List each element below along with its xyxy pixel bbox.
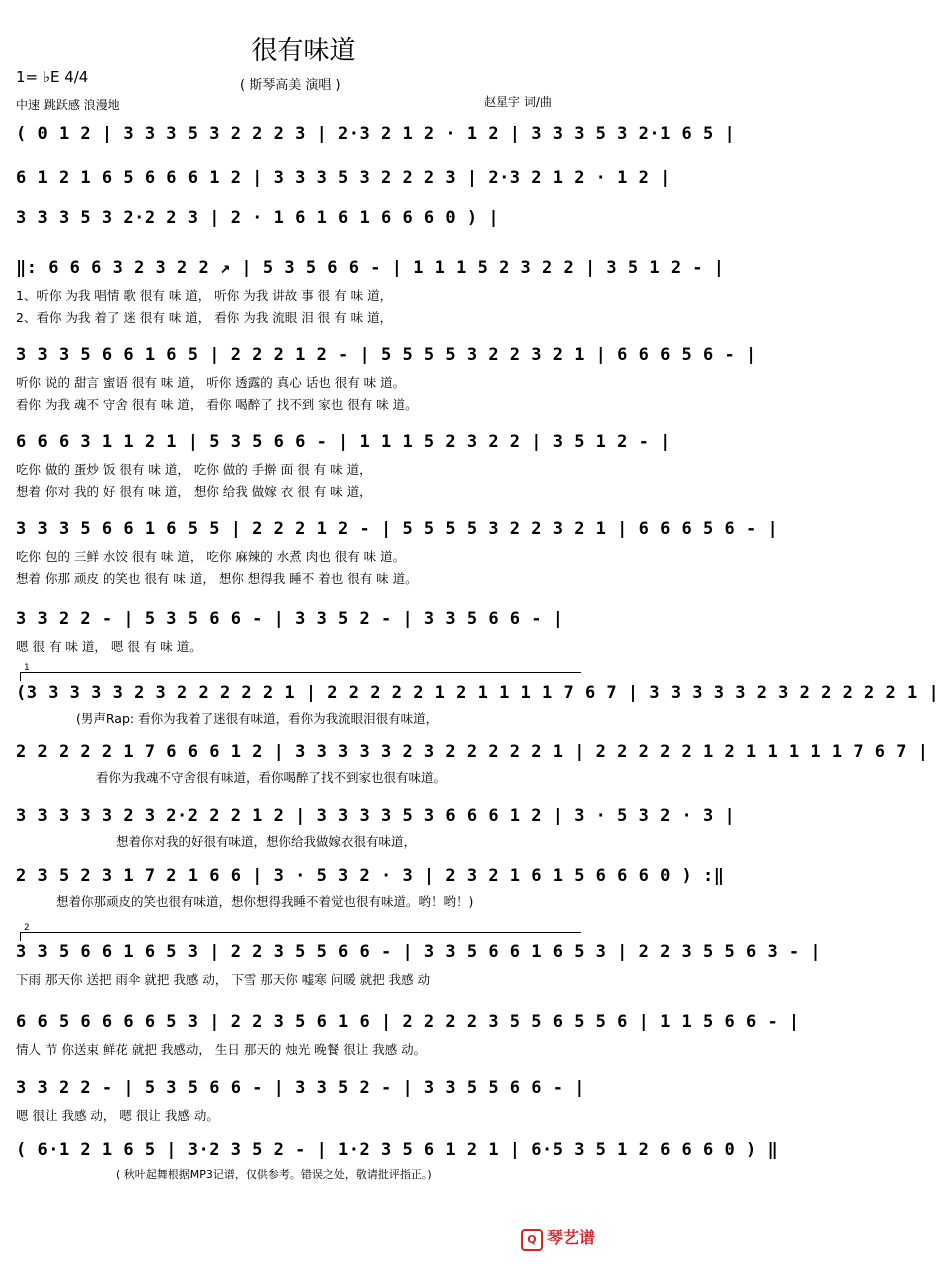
score-system [16,683,939,727]
notation-line: 2 2 2 2 2 1 7 6 6 6 1 2 | 3 3 3 3 3 2 3 2 2 2 2 2 1 | 2 2 2 2 2 1 2 1 1 1 1 1 7 6 7 | [16,742,929,762]
notation-line: 3 3 5 6 6 1 6 5 3 | 2 2 3 5 5 6 6 - | 3 3 5 6 6 1 6 5 3 | 2 2 3 5 5 6 3 - | [16,942,822,962]
notation-line: ‖: 6 6 6 3 2 3 2 2 ↗ | 5 3 5 6 6 - | 1 1 1 5 2 3 2 2 | 3 5 1 2 - | [16,258,725,278]
volta-number: 1 [24,663,30,673]
lyric-line: 想着 你那 顽皮 的笑也 很有 味 道， 想你 想得我 睡不 着也 很有 味 道。 [16,571,418,586]
notation-line: (3 3 3 3 3 2 3 2 2 2 2 2 1 | 2 2 2 2 2 1 2 1 1 1 1 7 6 7 | 3 3 3 3 3 2 3 2 2 2 2 2 1 | [16,683,939,703]
rap-line: (男声Rap: 看你为我着了迷很有味道，看你为我流眼泪很有味道， [76,711,439,726]
lyric-line: 1、听你 为我 唱情 歌 很有 味 道， 听你 为我 讲故 事 很 有 味 道， [16,288,393,303]
rap-line: 看你为我魂不守舍很有味道，看你喝醉了找不到家也很有味道。 [96,770,447,785]
lyric-line: 下雨 那天你 送把 雨伞 就把 我感 动， 下雪 那天你 嘘寒 问暖 就把 我感 动 [16,972,431,987]
score-system [16,519,779,587]
lyric-line: 情人 节 你送束 鲜花 就把 我感动， 生日 那天的 烛光 晚餐 很让 我感 动。 [16,1042,427,1057]
lyric-line: 嗯 很让 我感 动， 嗯 很让 我感 动。 [16,1108,219,1123]
score-system [16,1012,800,1058]
notation-line: ( 6·1 2 1 6 5 | 3·2 3 5 2 - | 1·2 3 5 6 1 2 1 | 6·5 3 5 1 2 6 6 6 0 ) ‖ [16,1140,779,1160]
score-system [16,432,671,500]
logo-text: 琴艺谱 [546,1228,595,1247]
score-system [16,124,736,144]
notation-line: 3 3 2 2 - | 5 3 5 6 6 - | 3 3 5 2 - | 3 3 5 6 6 - | [16,609,564,629]
credits: 赵星宇 词/曲 [484,95,552,109]
volta-number: 2 [24,923,30,933]
notation-line: 6 1 2 1 6 5 6 6 6 1 2 | 3 3 3 5 3 2 2 2 3 | 2·3 2 1 2 · 1 2 | [16,168,671,188]
notation-line: 3 3 2 2 - | 5 3 5 6 6 - | 3 3 5 2 - | 3 3 5 5 6 6 - | [16,1078,585,1098]
lyric-line: 看你 为我 魂不 守舍 很有 味 道， 看你 喝醉了 找不到 家也 很有 味 道。 [16,397,418,412]
lyric-line: 想着 你对 我的 好 很有 味 道， 想你 给我 做嫁 衣 很 有 味 道， [16,484,372,499]
transcriber-note: ( 秋叶起舞根据MP3记谱，仅供参考。错误之处，敬请批评指正。) [116,1168,432,1181]
logo-icon: Q [521,1229,543,1251]
first-ending-bracket [20,663,581,681]
score-system [16,1078,592,1124]
notation-line: 6 6 5 6 6 6 6 5 3 | 2 2 3 5 6 1 6 | 2 2 2 2 3 5 5 6 5 5 6 | 1 1 5 6 6 - | [16,1012,800,1032]
score-system [16,258,725,326]
notation-line: 2 3 5 2 3 1 7 2 1 6 6 | 3 · 5 3 2 · 3 | 2 3 2 1 6 1 5 6 6 6 0 ) :‖ [16,866,725,886]
score-system [16,806,736,850]
notation-line: 3 3 3 3 3 2 3 2·2 2 2 1 2 | 3 3 3 3 5 3 6 6 6 1 2 | 3 · 5 3 2 · 3 | [16,806,736,826]
score-system [16,609,592,655]
rap-line: 想着你对我的好很有味道，想你给我做嫁衣很有味道， [116,834,417,849]
score-system [16,942,822,988]
key-signature: 1= ♭E 4/4 [16,68,89,86]
score-system [16,742,929,786]
score-system [16,1140,779,1182]
rap-line: 想着你那顽皮的笑也很有味道，想你想得我睡不着觉也很有味道。哟！哟！) [56,894,474,909]
score-system [16,866,725,910]
page-title: 很有味道 [251,36,356,66]
notation-line: 3 3 3 5 6 6 1 6 5 | 2 2 2 1 2 - | 5 5 5 5 3 2 2 3 2 1 | 6 6 6 5 6 - | [16,345,757,365]
lyric-line: 听你 说的 甜言 蜜语 很有 味 道， 听你 透露的 真心 话也 很有 味 道。 [16,375,406,390]
notation-line: ( 0 1 2 | 3 3 3 5 3 2 2 2 3 | 2·3 2 1 2 · 1 2 | 3 3 3 5 3 2·1 6 5 | [16,124,736,144]
notation-line: 3 3 3 5 6 6 1 6 5 5 | 2 2 2 1 2 - | 5 5 5 5 3 2 2 3 2 1 | 6 6 6 5 6 - | [16,519,779,539]
lyric-line: 嗯 很 有 味 道， 嗯 很 有 味 道。 [16,639,202,654]
second-ending-bracket [20,923,581,941]
watermark-logo[interactable] [521,1225,595,1251]
performer: ( 斯琴高美 演唱 ) [240,78,341,93]
lyric-line: 2、看你 为我 着了 迷 很有 味 道， 看你 为我 流眼 泪 很 有 味 道， [16,310,393,325]
tempo-marking: 中速 跳跃感 浪漫地 [16,98,120,112]
score-system [16,345,757,413]
notation-line: 3 3 3 5 3 2·2 2 3 | 2 · 1 6 1 6 1 6 6 6 0 ) | [16,208,500,228]
notation-line: 6 6 6 3 1 1 2 1 | 5 3 5 6 6 - | 1 1 1 5 2 3 2 2 | 3 5 1 2 - | [16,432,671,452]
lyric-line: 吃你 做的 蛋炒 饭 很有 味 道， 吃你 做的 手擀 面 很 有 味 道， [16,462,372,477]
lyric-line: 吃你 包的 三鲜 水饺 很有 味 道， 吃你 麻辣的 水煮 肉也 很有 味 道。 [16,549,406,564]
score-system [16,208,592,228]
score-system [16,168,671,188]
